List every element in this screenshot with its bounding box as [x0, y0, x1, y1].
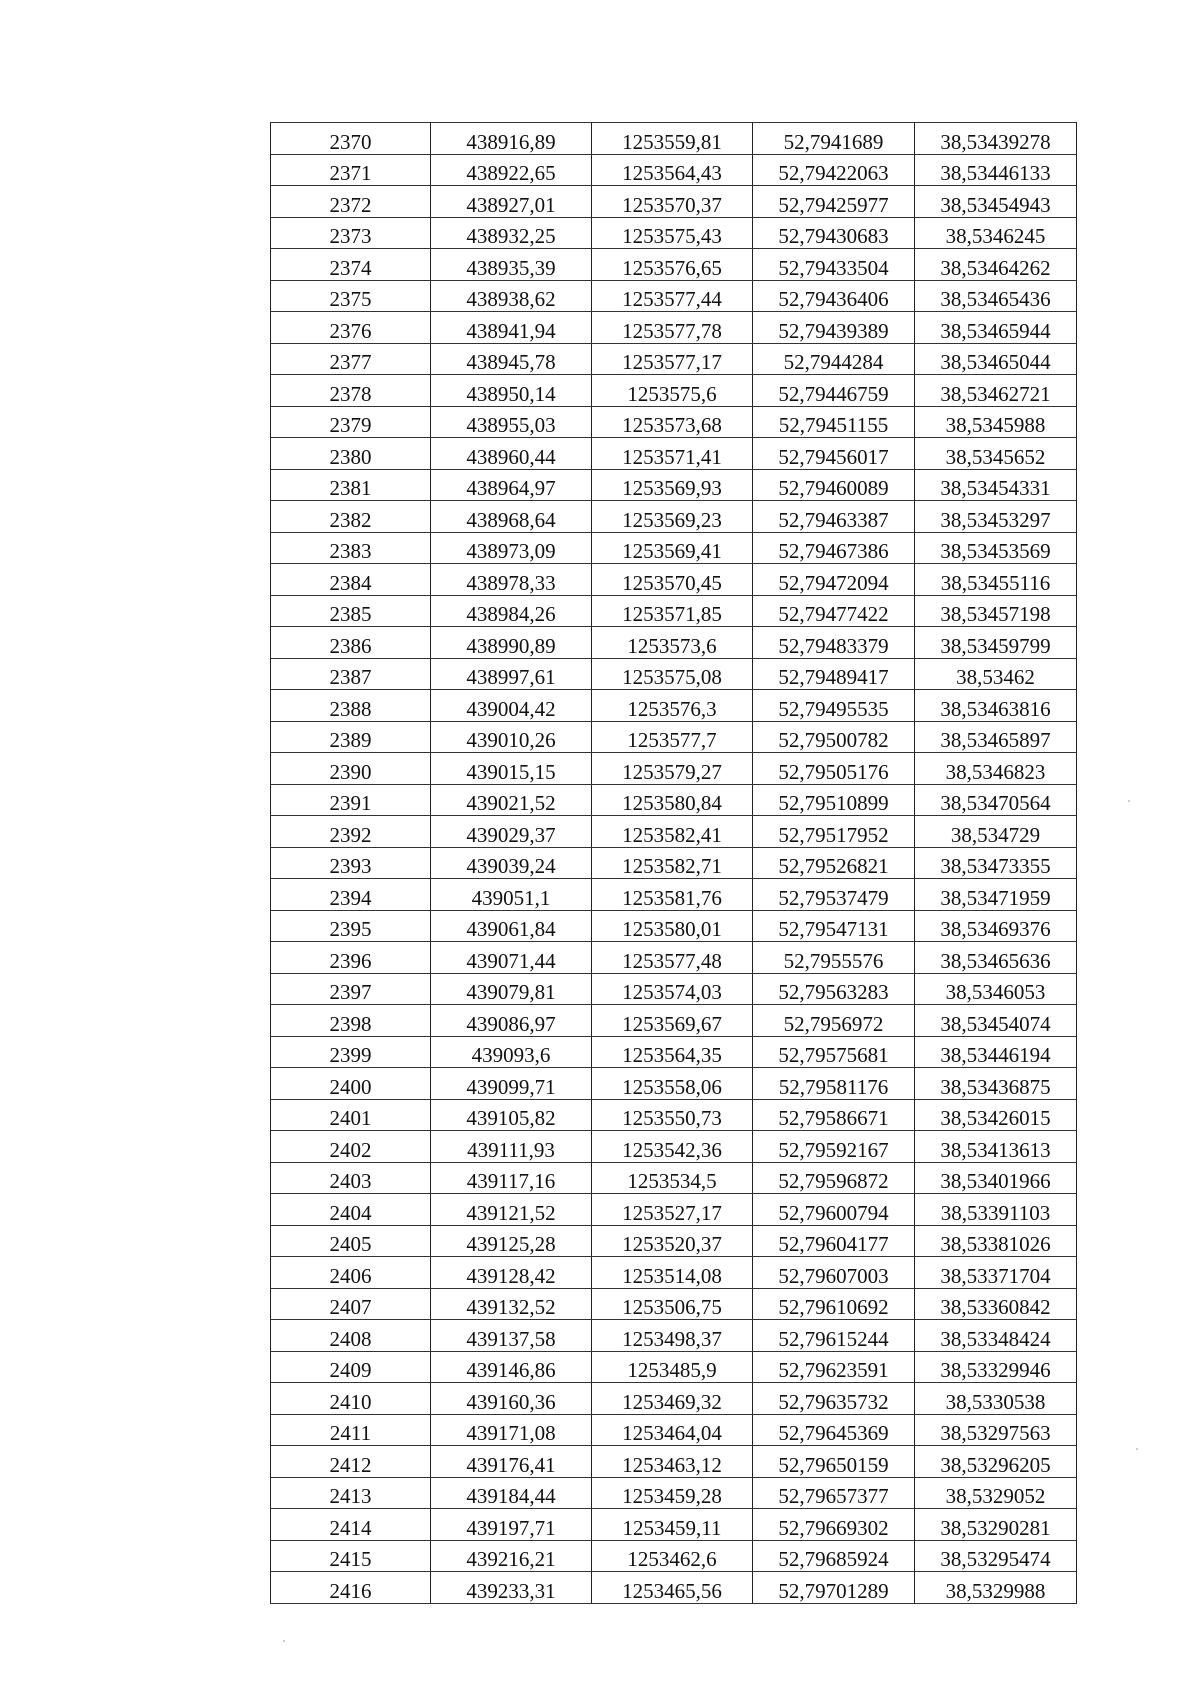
latitude-cell: 52,79489417: [753, 658, 915, 690]
latitude-cell: 52,79500782: [753, 721, 915, 753]
x-coordinate-cell: 439132,52: [431, 1288, 592, 1320]
point-number-cell: 2402: [271, 1131, 431, 1163]
point-number-cell: 2394: [271, 879, 431, 911]
y-coordinate-cell: 1253462,6: [592, 1540, 753, 1572]
y-coordinate-cell: 1253569,23: [592, 501, 753, 533]
longitude-cell: 38,53459799: [915, 627, 1077, 659]
latitude-cell: 52,79635732: [753, 1383, 915, 1415]
latitude-cell: 52,79510899: [753, 784, 915, 816]
point-number-cell: 2416: [271, 1572, 431, 1604]
x-coordinate-cell: 438968,64: [431, 501, 592, 533]
latitude-cell: 52,79600794: [753, 1194, 915, 1226]
latitude-cell: 52,79526821: [753, 847, 915, 879]
y-coordinate-cell: 1253580,84: [592, 784, 753, 816]
latitude-cell: 52,79472094: [753, 564, 915, 596]
point-number-cell: 2387: [271, 658, 431, 690]
longitude-cell: 38,53295474: [915, 1540, 1077, 1572]
point-number-cell: 2384: [271, 564, 431, 596]
y-coordinate-cell: 1253469,32: [592, 1383, 753, 1415]
latitude-cell: 52,79477422: [753, 595, 915, 627]
latitude-cell: 52,79586671: [753, 1099, 915, 1131]
longitude-cell: 38,53464262: [915, 249, 1077, 281]
y-coordinate-cell: 1253498,37: [592, 1320, 753, 1352]
latitude-cell: 52,7941689: [753, 123, 915, 155]
x-coordinate-cell: 438938,62: [431, 280, 592, 312]
x-coordinate-cell: 438922,65: [431, 154, 592, 186]
table-row: [271, 1099, 1077, 1131]
y-coordinate-cell: 1253577,7: [592, 721, 753, 753]
x-coordinate-cell: 438945,78: [431, 343, 592, 375]
latitude-cell: 52,79685924: [753, 1540, 915, 1572]
latitude-cell: 52,79463387: [753, 501, 915, 533]
table-row: [271, 1540, 1077, 1572]
table-row: [271, 1509, 1077, 1541]
x-coordinate-cell: 439051,1: [431, 879, 592, 911]
longitude-cell: 38,53426015: [915, 1099, 1077, 1131]
point-number-cell: 2389: [271, 721, 431, 753]
longitude-cell: 38,53455116: [915, 564, 1077, 596]
table-row: [271, 249, 1077, 281]
table-row: [271, 280, 1077, 312]
x-coordinate-cell: 439184,44: [431, 1477, 592, 1509]
longitude-cell: 38,534729: [915, 816, 1077, 848]
y-coordinate-cell: 1253558,06: [592, 1068, 753, 1100]
y-coordinate-cell: 1253550,73: [592, 1099, 753, 1131]
point-number-cell: 2376: [271, 312, 431, 344]
table-row: [271, 438, 1077, 470]
x-coordinate-cell: 438916,89: [431, 123, 592, 155]
table-row: [271, 1477, 1077, 1509]
y-coordinate-cell: 1253570,45: [592, 564, 753, 596]
x-coordinate-cell: 438997,61: [431, 658, 592, 690]
latitude-cell: 52,79483379: [753, 627, 915, 659]
y-coordinate-cell: 1253527,17: [592, 1194, 753, 1226]
latitude-cell: 52,79422063: [753, 154, 915, 186]
point-number-cell: 2390: [271, 753, 431, 785]
y-coordinate-cell: 1253577,48: [592, 942, 753, 974]
table-row: [271, 1005, 1077, 1037]
longitude-cell: 38,53290281: [915, 1509, 1077, 1541]
latitude-cell: 52,79430683: [753, 217, 915, 249]
latitude-cell: 52,79615244: [753, 1320, 915, 1352]
table-row: [271, 753, 1077, 785]
longitude-cell: 38,53465944: [915, 312, 1077, 344]
y-coordinate-cell: 1253575,43: [592, 217, 753, 249]
x-coordinate-cell: 439125,28: [431, 1225, 592, 1257]
point-number-cell: 2382: [271, 501, 431, 533]
point-number-cell: 2398: [271, 1005, 431, 1037]
table-row: [271, 375, 1077, 407]
table-row: [271, 469, 1077, 501]
y-coordinate-cell: 1253569,93: [592, 469, 753, 501]
latitude-cell: 52,79607003: [753, 1257, 915, 1289]
x-coordinate-cell: 439029,37: [431, 816, 592, 848]
x-coordinate-cell: 439176,41: [431, 1446, 592, 1478]
point-number-cell: 2397: [271, 973, 431, 1005]
table-row: [271, 627, 1077, 659]
longitude-cell: 38,5329988: [915, 1572, 1077, 1604]
y-coordinate-cell: 1253582,71: [592, 847, 753, 879]
point-number-cell: 2405: [271, 1225, 431, 1257]
y-coordinate-cell: 1253575,6: [592, 375, 753, 407]
point-number-cell: 2371: [271, 154, 431, 186]
longitude-cell: 38,53436875: [915, 1068, 1077, 1100]
longitude-cell: 38,53381026: [915, 1225, 1077, 1257]
point-number-cell: 2396: [271, 942, 431, 974]
y-coordinate-cell: 1253582,41: [592, 816, 753, 848]
latitude-cell: 52,79645369: [753, 1414, 915, 1446]
table-row: [271, 973, 1077, 1005]
latitude-cell: 52,79575681: [753, 1036, 915, 1068]
point-number-cell: 2393: [271, 847, 431, 879]
x-coordinate-cell: 439004,42: [431, 690, 592, 722]
x-coordinate-cell: 439021,52: [431, 784, 592, 816]
y-coordinate-cell: 1253571,41: [592, 438, 753, 470]
table-row: [271, 942, 1077, 974]
y-coordinate-cell: 1253514,08: [592, 1257, 753, 1289]
table-row: [271, 1162, 1077, 1194]
longitude-cell: 38,5346823: [915, 753, 1077, 785]
point-number-cell: 2412: [271, 1446, 431, 1478]
x-coordinate-cell: 439086,97: [431, 1005, 592, 1037]
x-coordinate-cell: 439039,24: [431, 847, 592, 879]
y-coordinate-cell: 1253573,68: [592, 406, 753, 438]
longitude-cell: 38,53401966: [915, 1162, 1077, 1194]
point-number-cell: 2411: [271, 1414, 431, 1446]
point-number-cell: 2388: [271, 690, 431, 722]
longitude-cell: 38,53454331: [915, 469, 1077, 501]
x-coordinate-cell: 439010,26: [431, 721, 592, 753]
table-row: [271, 154, 1077, 186]
x-coordinate-cell: 439105,82: [431, 1099, 592, 1131]
table-row: [271, 532, 1077, 564]
point-number-cell: 2370: [271, 123, 431, 155]
longitude-cell: 38,53465897: [915, 721, 1077, 753]
table-row: [271, 1572, 1077, 1604]
point-number-cell: 2379: [271, 406, 431, 438]
point-number-cell: 2407: [271, 1288, 431, 1320]
table-row: [271, 1446, 1077, 1478]
table-row: [271, 595, 1077, 627]
latitude-cell: 52,79547131: [753, 910, 915, 942]
point-number-cell: 2410: [271, 1383, 431, 1415]
x-coordinate-cell: 439117,16: [431, 1162, 592, 1194]
point-number-cell: 2404: [271, 1194, 431, 1226]
y-coordinate-cell: 1253465,56: [592, 1572, 753, 1604]
scan-speck: [283, 1640, 285, 1642]
longitude-cell: 38,53439278: [915, 123, 1077, 155]
point-number-cell: 2372: [271, 186, 431, 218]
x-coordinate-cell: 439111,93: [431, 1131, 592, 1163]
scan-speck: [1128, 800, 1130, 802]
x-coordinate-cell: 439160,36: [431, 1383, 592, 1415]
longitude-cell: 38,5330538: [915, 1383, 1077, 1415]
longitude-cell: 38,53470564: [915, 784, 1077, 816]
latitude-cell: 52,79563283: [753, 973, 915, 1005]
longitude-cell: 38,53446194: [915, 1036, 1077, 1068]
table-row: [271, 1036, 1077, 1068]
latitude-cell: 52,79623591: [753, 1351, 915, 1383]
table-row: [271, 1383, 1077, 1415]
y-coordinate-cell: 1253569,67: [592, 1005, 753, 1037]
longitude-cell: 38,53462721: [915, 375, 1077, 407]
table-row: [271, 406, 1077, 438]
y-coordinate-cell: 1253581,76: [592, 879, 753, 911]
x-coordinate-cell: 438941,94: [431, 312, 592, 344]
table-row: [271, 1351, 1077, 1383]
y-coordinate-cell: 1253559,81: [592, 123, 753, 155]
longitude-cell: 38,53457198: [915, 595, 1077, 627]
latitude-cell: 52,79446759: [753, 375, 915, 407]
latitude-cell: 52,79610692: [753, 1288, 915, 1320]
x-coordinate-cell: 438984,26: [431, 595, 592, 627]
y-coordinate-cell: 1253463,12: [592, 1446, 753, 1478]
longitude-cell: 38,53446133: [915, 154, 1077, 186]
x-coordinate-cell: 438950,14: [431, 375, 592, 407]
latitude-cell: 52,79596872: [753, 1162, 915, 1194]
point-number-cell: 2395: [271, 910, 431, 942]
table-row: [271, 1288, 1077, 1320]
x-coordinate-cell: 439216,21: [431, 1540, 592, 1572]
latitude-cell: 52,79517952: [753, 816, 915, 848]
table-row: [271, 1320, 1077, 1352]
y-coordinate-cell: 1253577,44: [592, 280, 753, 312]
point-number-cell: 2386: [271, 627, 431, 659]
point-number-cell: 2406: [271, 1257, 431, 1289]
longitude-cell: 38,53297563: [915, 1414, 1077, 1446]
y-coordinate-cell: 1253564,43: [592, 154, 753, 186]
scan-speck: [1136, 1448, 1138, 1450]
longitude-cell: 38,53469376: [915, 910, 1077, 942]
x-coordinate-cell: 438932,25: [431, 217, 592, 249]
point-number-cell: 2375: [271, 280, 431, 312]
table-row: [271, 784, 1077, 816]
x-coordinate-cell: 438955,03: [431, 406, 592, 438]
x-coordinate-cell: 439233,31: [431, 1572, 592, 1604]
x-coordinate-cell: 438935,39: [431, 249, 592, 281]
longitude-cell: 38,53329946: [915, 1351, 1077, 1383]
latitude-cell: 52,79604177: [753, 1225, 915, 1257]
longitude-cell: 38,53465636: [915, 942, 1077, 974]
point-number-cell: 2400: [271, 1068, 431, 1100]
y-coordinate-cell: 1253459,11: [592, 1509, 753, 1541]
latitude-cell: 52,79451155: [753, 406, 915, 438]
table-row: [271, 1194, 1077, 1226]
x-coordinate-cell: 439061,84: [431, 910, 592, 942]
point-number-cell: 2392: [271, 816, 431, 848]
y-coordinate-cell: 1253577,17: [592, 343, 753, 375]
x-coordinate-cell: 439071,44: [431, 942, 592, 974]
longitude-cell: 38,5345988: [915, 406, 1077, 438]
latitude-cell: 52,79592167: [753, 1131, 915, 1163]
y-coordinate-cell: 1253506,75: [592, 1288, 753, 1320]
table-row: [271, 501, 1077, 533]
x-coordinate-cell: 439093,6: [431, 1036, 592, 1068]
x-coordinate-cell: 439128,42: [431, 1257, 592, 1289]
point-number-cell: 2413: [271, 1477, 431, 1509]
table-row: [271, 1068, 1077, 1100]
latitude-cell: 52,7955576: [753, 942, 915, 974]
point-number-cell: 2378: [271, 375, 431, 407]
x-coordinate-cell: 439015,15: [431, 753, 592, 785]
latitude-cell: 52,79657377: [753, 1477, 915, 1509]
point-number-cell: 2385: [271, 595, 431, 627]
table-row: [271, 1414, 1077, 1446]
latitude-cell: 52,79495535: [753, 690, 915, 722]
table-row: [271, 1131, 1077, 1163]
coordinates-table: [270, 122, 1077, 1604]
point-number-cell: 2381: [271, 469, 431, 501]
table-row: [271, 690, 1077, 722]
y-coordinate-cell: 1253534,5: [592, 1162, 753, 1194]
y-coordinate-cell: 1253459,28: [592, 1477, 753, 1509]
x-coordinate-cell: 439079,81: [431, 973, 592, 1005]
longitude-cell: 38,53454943: [915, 186, 1077, 218]
longitude-cell: 38,53473355: [915, 847, 1077, 879]
longitude-cell: 38,53348424: [915, 1320, 1077, 1352]
coordinates-table-body: [271, 123, 1077, 1604]
longitude-cell: 38,5346245: [915, 217, 1077, 249]
longitude-cell: 38,53371704: [915, 1257, 1077, 1289]
latitude-cell: 52,79701289: [753, 1572, 915, 1604]
table-row: [271, 910, 1077, 942]
longitude-cell: 38,53453297: [915, 501, 1077, 533]
latitude-cell: 52,79456017: [753, 438, 915, 470]
x-coordinate-cell: 439197,71: [431, 1509, 592, 1541]
x-coordinate-cell: 438927,01: [431, 186, 592, 218]
x-coordinate-cell: 438990,89: [431, 627, 592, 659]
longitude-cell: 38,53296205: [915, 1446, 1077, 1478]
longitude-cell: 38,53465044: [915, 343, 1077, 375]
latitude-cell: 52,79460089: [753, 469, 915, 501]
longitude-cell: 38,53471959: [915, 879, 1077, 911]
y-coordinate-cell: 1253464,04: [592, 1414, 753, 1446]
longitude-cell: 38,53465436: [915, 280, 1077, 312]
latitude-cell: 52,7956972: [753, 1005, 915, 1037]
y-coordinate-cell: 1253571,85: [592, 595, 753, 627]
x-coordinate-cell: 438973,09: [431, 532, 592, 564]
y-coordinate-cell: 1253542,36: [592, 1131, 753, 1163]
x-coordinate-cell: 438978,33: [431, 564, 592, 596]
y-coordinate-cell: 1253570,37: [592, 186, 753, 218]
latitude-cell: 52,79433504: [753, 249, 915, 281]
longitude-cell: 38,5329052: [915, 1477, 1077, 1509]
latitude-cell: 52,79669302: [753, 1509, 915, 1541]
longitude-cell: 38,53463816: [915, 690, 1077, 722]
x-coordinate-cell: 439146,86: [431, 1351, 592, 1383]
point-number-cell: 2374: [271, 249, 431, 281]
longitude-cell: 38,53360842: [915, 1288, 1077, 1320]
x-coordinate-cell: 438964,97: [431, 469, 592, 501]
latitude-cell: 52,79436406: [753, 280, 915, 312]
point-number-cell: 2409: [271, 1351, 431, 1383]
longitude-cell: 38,53462: [915, 658, 1077, 690]
point-number-cell: 2401: [271, 1099, 431, 1131]
point-number-cell: 2373: [271, 217, 431, 249]
y-coordinate-cell: 1253576,3: [592, 690, 753, 722]
y-coordinate-cell: 1253579,27: [592, 753, 753, 785]
table-row: [271, 312, 1077, 344]
latitude-cell: 52,79425977: [753, 186, 915, 218]
x-coordinate-cell: 439099,71: [431, 1068, 592, 1100]
x-coordinate-cell: 438960,44: [431, 438, 592, 470]
longitude-cell: 38,53413613: [915, 1131, 1077, 1163]
table-row: [271, 186, 1077, 218]
y-coordinate-cell: 1253573,6: [592, 627, 753, 659]
y-coordinate-cell: 1253575,08: [592, 658, 753, 690]
table-row: [271, 217, 1077, 249]
y-coordinate-cell: 1253577,78: [592, 312, 753, 344]
latitude-cell: 52,7944284: [753, 343, 915, 375]
longitude-cell: 38,5345652: [915, 438, 1077, 470]
x-coordinate-cell: 439121,52: [431, 1194, 592, 1226]
point-number-cell: 2408: [271, 1320, 431, 1352]
point-number-cell: 2391: [271, 784, 431, 816]
latitude-cell: 52,79537479: [753, 879, 915, 911]
latitude-cell: 52,79439389: [753, 312, 915, 344]
latitude-cell: 52,79581176: [753, 1068, 915, 1100]
table-row: [271, 721, 1077, 753]
longitude-cell: 38,53453569: [915, 532, 1077, 564]
latitude-cell: 52,79467386: [753, 532, 915, 564]
latitude-cell: 52,79650159: [753, 1446, 915, 1478]
y-coordinate-cell: 1253569,41: [592, 532, 753, 564]
table-row: [271, 1225, 1077, 1257]
table-row: [271, 816, 1077, 848]
point-number-cell: 2380: [271, 438, 431, 470]
x-coordinate-cell: 439171,08: [431, 1414, 592, 1446]
point-number-cell: 2414: [271, 1509, 431, 1541]
table-row: [271, 564, 1077, 596]
point-number-cell: 2383: [271, 532, 431, 564]
table-row: [271, 343, 1077, 375]
table-row: [271, 123, 1077, 155]
longitude-cell: 38,5346053: [915, 973, 1077, 1005]
point-number-cell: 2415: [271, 1540, 431, 1572]
point-number-cell: 2377: [271, 343, 431, 375]
longitude-cell: 38,53454074: [915, 1005, 1077, 1037]
x-coordinate-cell: 439137,58: [431, 1320, 592, 1352]
latitude-cell: 52,79505176: [753, 753, 915, 785]
table-row: [271, 879, 1077, 911]
point-number-cell: 2399: [271, 1036, 431, 1068]
y-coordinate-cell: 1253564,35: [592, 1036, 753, 1068]
point-number-cell: 2403: [271, 1162, 431, 1194]
y-coordinate-cell: 1253485,9: [592, 1351, 753, 1383]
y-coordinate-cell: 1253576,65: [592, 249, 753, 281]
y-coordinate-cell: 1253574,03: [592, 973, 753, 1005]
table-row: [271, 1257, 1077, 1289]
y-coordinate-cell: 1253580,01: [592, 910, 753, 942]
table-row: [271, 847, 1077, 879]
y-coordinate-cell: 1253520,37: [592, 1225, 753, 1257]
longitude-cell: 38,53391103: [915, 1194, 1077, 1226]
table-row: [271, 658, 1077, 690]
